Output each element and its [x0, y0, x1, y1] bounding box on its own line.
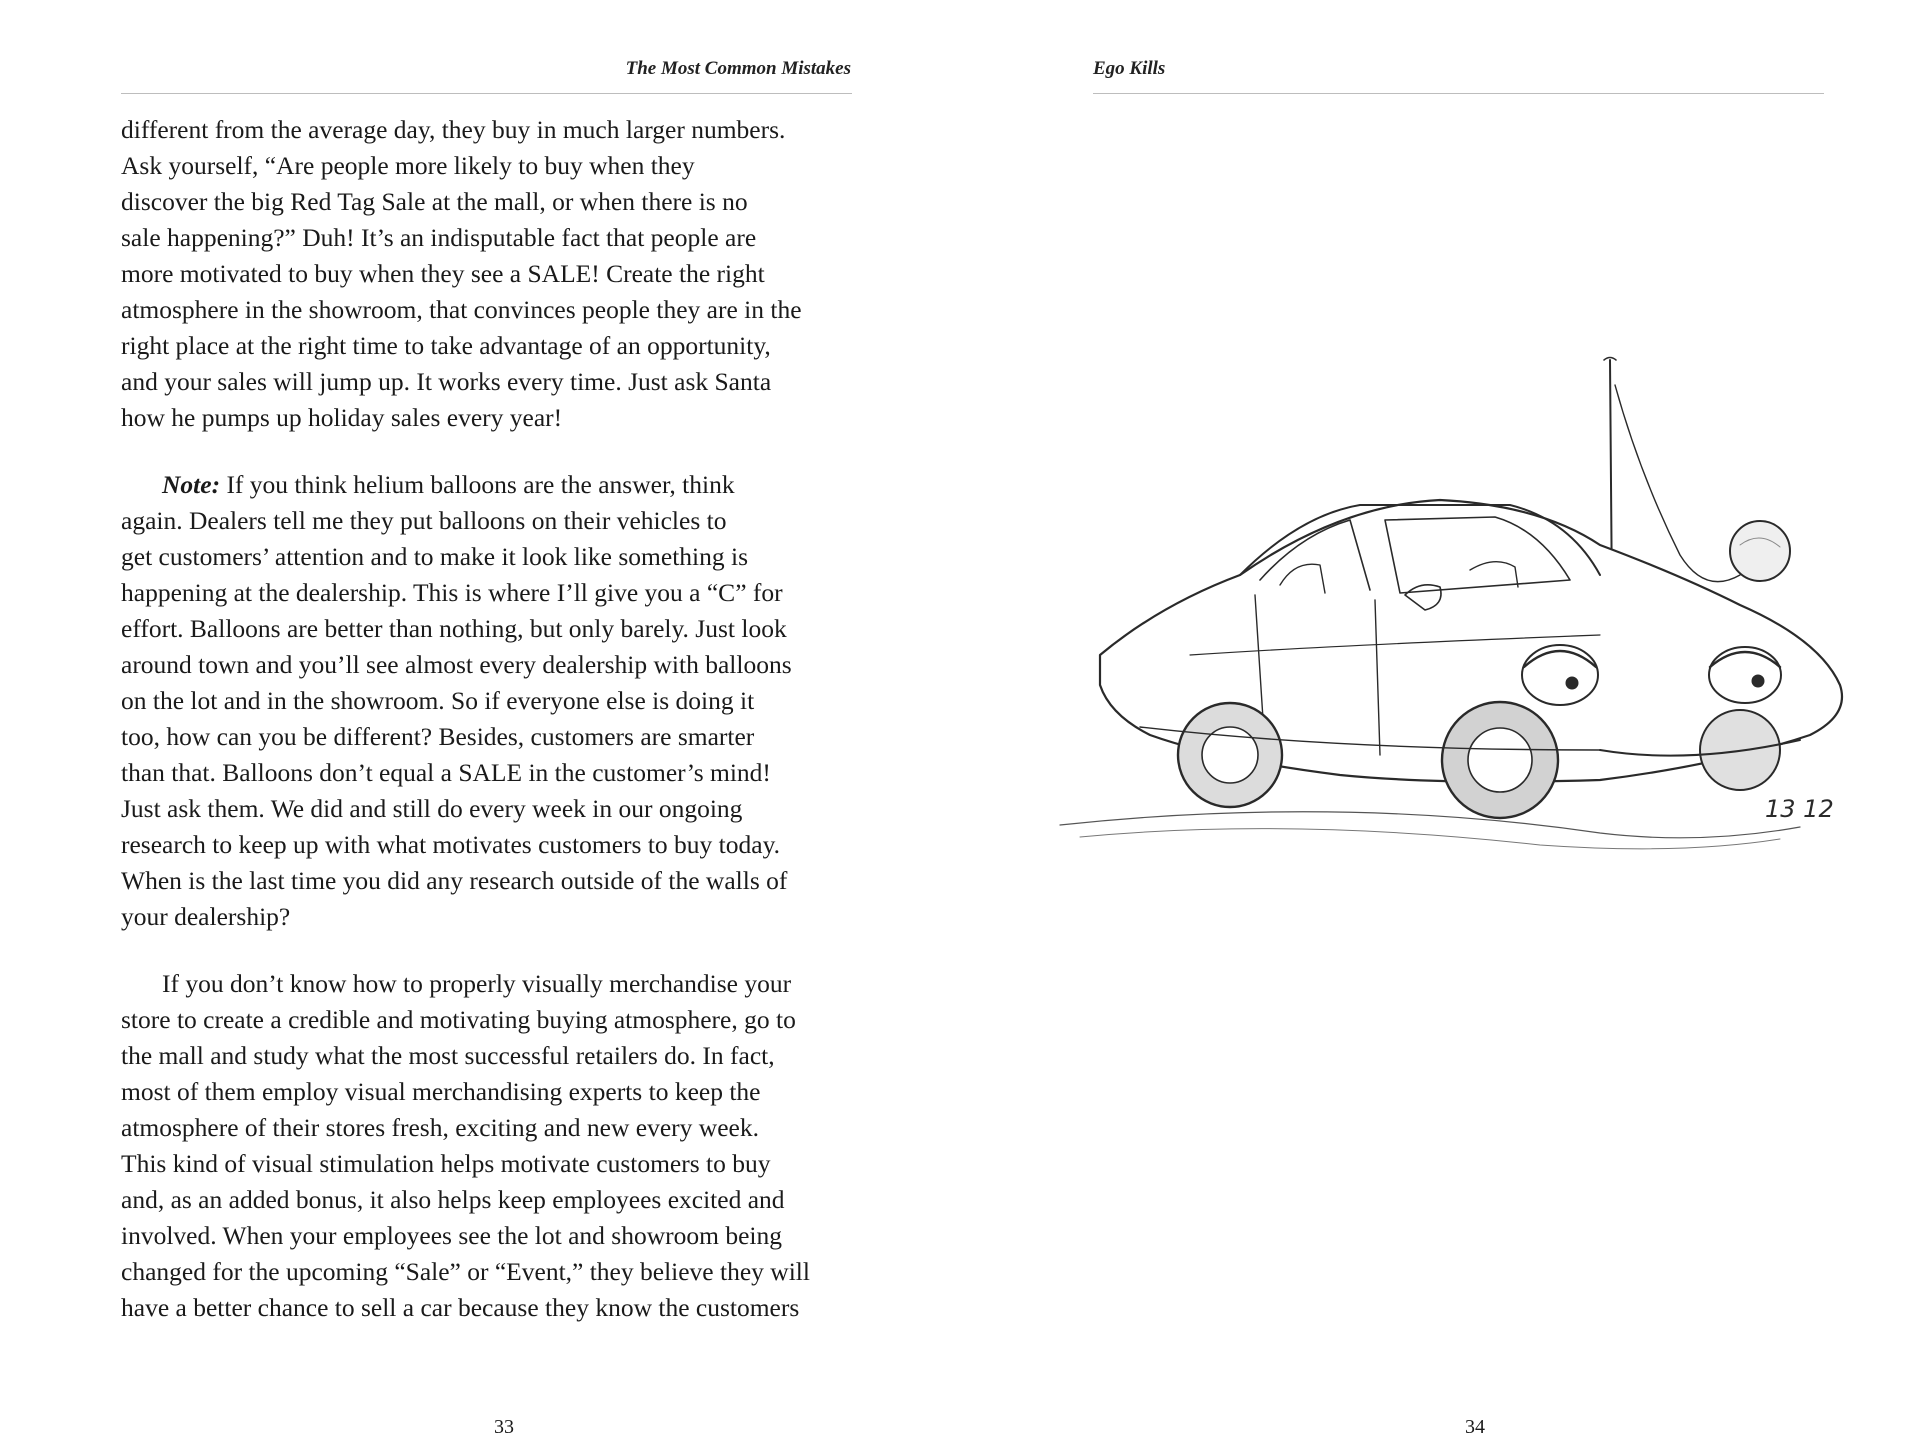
- text-line: atmosphere in the showroom, that convinces people they are in the: [121, 295, 802, 324]
- text-line: happening at the dealership. This is where I’ll give you a “C” for: [121, 578, 783, 607]
- text-line: your dealership?: [121, 902, 291, 931]
- right-page: [960, 0, 1920, 1440]
- text-line: and, as an added bonus, it also helps keep employees excited and: [121, 1185, 785, 1214]
- text-line: on the lot and in the showroom. So if everyone else is doing it: [121, 686, 755, 715]
- note-text: If you think helium balloons are the answer, think: [220, 470, 735, 499]
- text-line: have a better chance to sell a car because they know the customers: [121, 1293, 800, 1322]
- text-line: and your sales will jump up. It works every time. Just ask Santa: [121, 367, 772, 396]
- header-rule: [121, 93, 852, 94]
- text-line: involved. When your employees see the lot and showroom being: [121, 1221, 782, 1250]
- text-line: different from the average day, they buy in much larger numbers.: [121, 115, 786, 144]
- page-number: 33: [494, 1416, 514, 1438]
- text-line: effort. Balloons are better than nothing, but only barely. Just look: [121, 614, 787, 643]
- text-line: most of them employ visual merchandising experts to keep the: [121, 1077, 761, 1106]
- note-first-line: [121, 467, 861, 503]
- text-line: When is the last time you did any research outside of the walls of: [121, 866, 788, 895]
- text-line: more motivated to buy when they see a SALE! Create the right: [121, 259, 765, 288]
- text-line: how he pumps up holiday sales every year!: [121, 403, 563, 432]
- body-text: [121, 112, 861, 1326]
- header-rule: [1093, 93, 1824, 94]
- text-line: than that. Balloons don’t equal a SALE in the customer’s mind!: [121, 758, 771, 787]
- page-number: 34: [1465, 1416, 1485, 1438]
- illustration-signature: 13 12: [1765, 795, 1834, 823]
- text-line: research to keep up with what motivates customers to buy today.: [121, 830, 781, 859]
- text-line: get customers’ attention and to make it look like something is: [121, 542, 748, 571]
- note-label: Note:: [162, 470, 221, 499]
- text-line: store to create a credible and motivating buying atmosphere, go to: [121, 1005, 796, 1034]
- running-head: Ego Kills: [1093, 58, 1166, 79]
- indented-first-line: If you don’t know how to properly visually merchandise your: [162, 969, 792, 998]
- text-line: atmosphere of their stores fresh, exciting and new every week.: [121, 1113, 759, 1142]
- running-head: The Most Common Mistakes: [625, 58, 851, 79]
- text-line: Just ask them. We did and still do every week in our ongoing: [121, 794, 743, 823]
- text-line: discover the big Red Tag Sale at the mall, or when there is no: [121, 187, 748, 216]
- paragraph-gap: [121, 436, 861, 467]
- paragraph-gap: [121, 935, 861, 966]
- text-line: the mall and study what the most successful retailers do. In fact,: [121, 1041, 775, 1070]
- text-line: sale happening?” Duh! It’s an indisputable fact that people are: [121, 223, 757, 252]
- text-line: [121, 966, 861, 1002]
- text-line: too, how can you be different? Besides, customers are smarter: [121, 722, 755, 751]
- text-line: right place at the right time to take advantage of an opportunity,: [121, 331, 771, 360]
- text-line: again. Dealers tell me they put balloons on their vehicles to: [121, 506, 727, 535]
- text-line: This kind of visual stimulation helps motivate customers to buy: [121, 1149, 771, 1178]
- text-line: Ask yourself, “Are people more likely to buy when they: [121, 151, 695, 180]
- text-line: changed for the upcoming “Sale” or “Event,” they believe they will: [121, 1257, 810, 1286]
- text-line: around town and you’ll see almost every dealership with balloons: [121, 650, 792, 679]
- car-with-balloon-illustration: [1040, 355, 1880, 875]
